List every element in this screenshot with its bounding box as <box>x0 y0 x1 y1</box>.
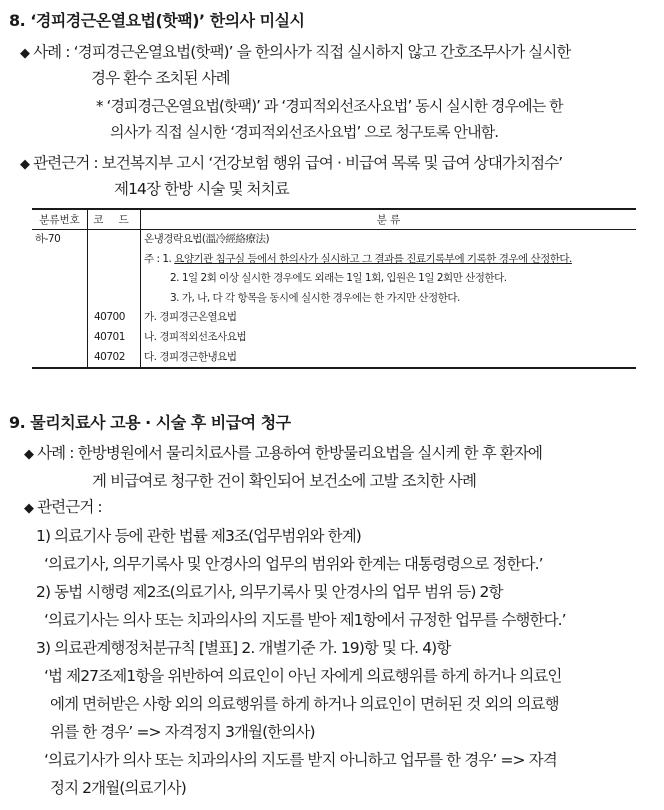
table-header-classification: 분 류 <box>141 209 637 230</box>
basis-item-2: 2) 동법 시행령 제2조(의료기사, 의무기록사 및 안경사의 업무 범위 등) 2항 <box>36 583 503 601</box>
section-9-case-text: 사례 : 한방병원에서 물리치료사를 고용하여 한방물리요법을 실시케 한 후 환자에 <box>37 444 543 462</box>
table-header-code: 코 드 <box>88 209 141 230</box>
section-8-title: 8. ‘경피경근온열요법(핫팩)’ 한의사 미실시 <box>9 11 305 30</box>
basis-quote-4-line-2: 정지 2개월(의료기사) <box>50 779 186 797</box>
diamond-bullet-icon: ◆ <box>20 46 30 61</box>
diamond-bullet-icon: ◆ <box>20 157 30 172</box>
item-sub-c: 다. 경피경근한냉요법 <box>144 350 237 363</box>
basis-item-3: 3) 의료관계행정처분규칙 [별표] 2. 개별기준 가. 19)항 및 다. 4)항 <box>36 639 451 657</box>
basis-quote-3-line-2: 에게 면허받은 사항 외의 의료행위를 하게 하거나 의료인이 면허된 것 외의 의료행 <box>50 695 559 713</box>
section-8-case <box>20 40 571 62</box>
section-8-note-2: 의사가 직접 실시한 ‘경피적외선조사요법’ 으로 청구토록 안내함. <box>110 123 499 141</box>
section-9-basis <box>24 495 102 517</box>
section-8-basis <box>20 151 562 173</box>
basis-quote-4-line-1: ‘의료기사가 의사 또는 치과의사의 지도를 받지 아니하고 업무를 한 경우’ => 자격 <box>44 751 557 769</box>
table-cell-classification-no: 하-70 <box>32 230 88 369</box>
basis-quote-1: ‘의료기사, 의무기록사 및 안경사의 업무의 범위와 한계는 대통령령으로 정한다.’ <box>44 555 543 573</box>
section-8-basis-text: 관련근거 : 보건복지부 고시 ‘건강보험 행위 급여 · 비급여 목록 및 급여 상대가치점수’ <box>33 154 563 172</box>
section-8-basis-cont: 제14장 한방 시술 및 처치료 <box>114 180 289 198</box>
basis-quote-3-line-1: ‘법 제27조제1항을 위반하여 의료인이 아닌 자에게 의료행위를 하게 하거나 의료인 <box>44 667 562 685</box>
section-9-case <box>24 441 542 463</box>
section-8-note-1: * ‘경피경근온열요법(핫팩)’ 과 ‘경피적외선조사요법’ 동시 실시한 경우에는 한 <box>96 97 563 115</box>
section-9-basis-text: 관련근거 : <box>37 498 102 516</box>
item-title: 온냉경락요법(溫冷經絡療法) <box>144 233 270 245</box>
basis-quote-2: ‘의료기사는 의사 또는 치과의사의 지도를 받아 제1항에서 규정한 업무를 수행한다.’ <box>44 611 566 629</box>
table-header-classification-no: 분류번호 <box>32 209 88 230</box>
basis-item-1: 1) 의료기사 등에 관한 법률 제3조(업무범위와 한계) <box>36 527 361 545</box>
table-row <box>32 230 636 369</box>
basis-quote-3-line-3: 위를 한 경우’ => 자격정지 3개월(한의사) <box>50 723 315 741</box>
table-cell-code: 40700 40701 40702 <box>88 230 141 369</box>
item-note-3: 3. 가, 나, 다 각 항목을 동시에 실시한 경우에는 한 가지만 산정한다. <box>170 291 460 304</box>
section-9-case-cont: 게 비급여로 청구한 건이 확인되어 보건소에 고발 조치한 사례 <box>92 472 477 490</box>
item-note-1: 주 : 1. 요양기관 침구실 등에서 한의사가 실시하고 그 결과를 진료기록부에 기록한 경우에 산정한다. <box>144 252 572 265</box>
item-sub-a: 가. 경피경근온열요법 <box>144 311 237 324</box>
diamond-bullet-icon: ◆ <box>24 447 34 462</box>
section-8-case-text: 사례 : ‘경피경근온열요법(핫팩)’ 을 한의사가 직접 실시하지 않고 간호조무사가 실시한 <box>33 43 571 61</box>
section-8-case-cont: 경우 환수 조치된 사례 <box>91 69 230 87</box>
table-cell-classification <box>141 230 637 369</box>
fee-schedule-table <box>32 208 636 369</box>
section-9-title: 9. 물리치료사 고용 · 시술 후 비급여 청구 <box>9 413 291 432</box>
table-header-row <box>32 209 636 230</box>
item-note-2: 2. 1일 2회 이상 실시한 경우에도 외래는 1일 1회, 입원은 1일 2회만 산정한다. <box>170 272 507 285</box>
diamond-bullet-icon: ◆ <box>24 501 34 516</box>
item-sub-b: 나. 경피적외선조사요법 <box>144 330 247 343</box>
